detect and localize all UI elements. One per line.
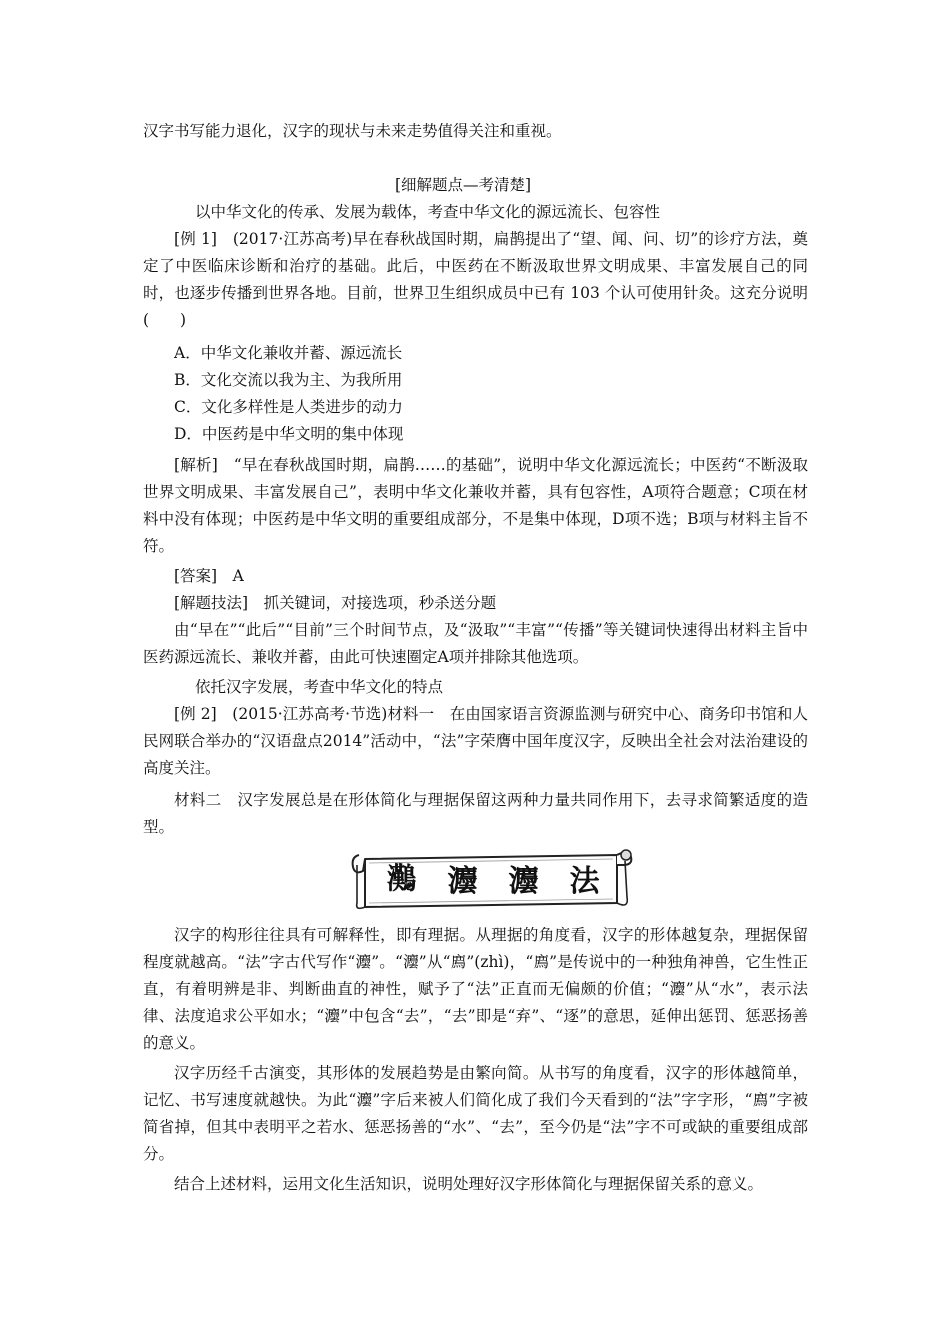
- example2-question: 结合上述材料，运用文化生活知识，说明处理好汉字形体简化与理据保留关系的意义。: [174, 1175, 764, 1193]
- topic-heading-1: 以中华文化的传承、发展为载体，考查中华文化的源远流长、包容性: [195, 203, 661, 221]
- example1-answer: [答案] A: [174, 567, 244, 585]
- example1-analysis: [解析] “早在春秋战国时期，扁鹊……的基础”，说明中华文化源远流长；中医药“不断汲取世界文明成果、丰富发展自己”，表明中华文化兼收并蓄，具有包容性，A项符合题意；C项在材料中没有体现；中医药是中华文明的重要组成部分，不是集中体现，D项不选；B项与材料主旨不符。: [143, 456, 808, 555]
- example1-stem: [例 1] (2017·江苏高考)早在春秋战国时期，扁鹊提出了“望、闻、问、切”的诊疗方法，奠定了中医临床诊断和治疗的基础。此后，中医药在不断汲取世界文明成果、丰富发展自己的同时，也逐步传播到世界各地。目前，世界卫生组织成员中已有 103 个认可使用针灸。这充分说明( ): [143, 230, 808, 329]
- option-c: C．文化多样性是人类进步的动力: [174, 398, 403, 416]
- option-b: B．文化交流以我为主、为我所用: [174, 371, 403, 389]
- example1-technique-title: [解题技法] 抓关键词，对接选项，秒杀送分题: [174, 594, 497, 612]
- section-heading: [细解题点—考清楚]: [395, 176, 532, 194]
- example2-paragraph-1: 汉字的构形往往具有可解释性，即有理据。从理据的角度看，汉字的形体越复杂，理据保留程度就越高。“法”字古代写作“灋”。“灋”从“廌”(zhì)，“廌”是传说中的一种独角神兽，它生性正直，有着明辨是非、判断曲直的神性，赋予了“法”正直而无偏颇的价值；“灋”从“水”，表示法律、法度追求公平如水；“灋”中包含“去”，“去”即是“弃”、“逐”的意思，延伸出惩罚、惩恶扬善的意义。: [143, 926, 808, 1052]
- ancient-char-1: 𤅩: [386, 862, 417, 897]
- scroll-character-row: [371, 855, 615, 901]
- modern-char-fa: 法: [569, 864, 600, 899]
- calligraphy-scroll-image: [345, 845, 637, 915]
- example2-material2: 材料二 汉字发展总是在形体简化与理据保留这两种力量共同作用下，去寻求简繁适度的造型。: [143, 791, 808, 836]
- ancient-char-2: 灋: [447, 864, 478, 899]
- intro-tail-text: 汉字书写能力退化，汉字的现状与未来走势值得关注和重视。: [143, 122, 562, 140]
- example1-technique-body: 由“早在”“此后”“目前”三个时间节点，及“汲取”“丰富”“传播”等关键词快速得出材料主旨中医药源远流长、兼收并蓄，由此可快速圈定A项并排除其他选项。: [143, 621, 808, 666]
- ancient-char-3: 灋: [508, 864, 539, 899]
- example2-paragraph-2: 汉字历经千古演变，其形体的发展趋势是由繁向简。从书写的角度看，汉字的形体越简单，记忆、书写速度就越快。为此“灋”字后来被人们简化成了我们今天看到的“法”字字形，“廌”字被简省掉，但其中表明平之若水、惩恶扬善的“水”、“去”，至今仍是“法”字不可或缺的重要组成部分。: [143, 1064, 808, 1163]
- option-d: D．中医药是中华文明的集中体现: [174, 425, 404, 443]
- topic-heading-2: 依托汉字发展，考查中华文化的特点: [195, 678, 444, 696]
- option-a: A．中华文化兼收并蓄、源远流长: [174, 344, 403, 362]
- example2-material1: [例 2] (2015·江苏高考·节选)材料一 在由国家语言资源监测与研究中心、商务印书馆和人民网联合举办的“汉语盘点2014”活动中，“法”字荣膺中国年度汉字，反映出全社会对法治建设的高度关注。: [143, 705, 808, 777]
